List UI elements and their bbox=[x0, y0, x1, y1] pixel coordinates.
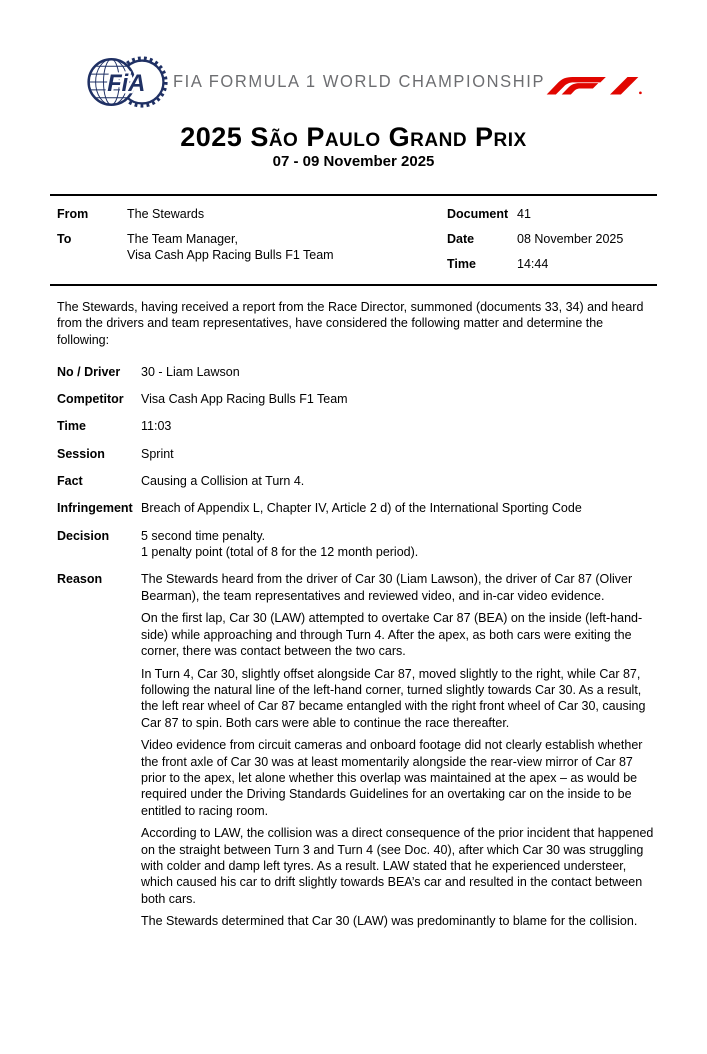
to-value bbox=[127, 231, 447, 263]
stewards-decision-document bbox=[0, 54, 707, 930]
reason-paragraph-1: The Stewards heard from the driver of Car 30 (Liam Lawson), the driver of Car 87 (Oliver Bearman), the team representatives and reviewed video, and in-car video evidence. bbox=[141, 572, 633, 603]
infringement-value: Breach of Appendix L, Chapter IV, Article 2 d) of the International Sporting Code bbox=[141, 501, 582, 516]
intro-paragraph: The Stewards, having received a report from the Race Director, summoned (documents 33, 34) and heard from the drivers and team representatives, have considered the following matter and determine the following: bbox=[57, 300, 644, 347]
meta-row-time bbox=[447, 256, 650, 272]
from-label: From bbox=[57, 207, 89, 221]
no-driver-label: No / Driver bbox=[57, 364, 121, 379]
detail-row-session bbox=[57, 446, 657, 462]
event-dates: 07 - 09 November 2025 bbox=[272, 153, 435, 170]
date-value: 08 November 2025 bbox=[517, 232, 624, 246]
date-label: Date bbox=[447, 232, 475, 246]
reason-paragraph-6: The Stewards determined that Car 30 (LAW) was predominantly to blame for the collision. bbox=[141, 914, 638, 929]
time-label: Time bbox=[447, 257, 476, 271]
detail-row-infringement bbox=[57, 500, 657, 516]
to-value-line2: Visa Cash App Racing Bulls F1 Team bbox=[127, 248, 334, 262]
registered-mark-icon bbox=[639, 92, 642, 95]
decision-line-1: 5 second time penalty. bbox=[141, 528, 266, 543]
to-value-line1: The Team Manager, bbox=[127, 232, 238, 246]
detail-row-no-driver bbox=[57, 364, 657, 380]
fact-label: Fact bbox=[57, 474, 83, 489]
meta-from-to bbox=[57, 206, 447, 272]
meta-row-document bbox=[447, 206, 650, 222]
fact-value: Causing a Collision at Turn 4. bbox=[141, 474, 305, 489]
meta-document-info bbox=[447, 206, 650, 272]
meta-row-from bbox=[57, 206, 447, 222]
decision-line-2: 1 penalty point (total of 8 for the 12 month period). bbox=[141, 544, 419, 559]
document-label: Document bbox=[447, 207, 509, 221]
from-value: The Stewards bbox=[127, 207, 205, 221]
detail-row-time bbox=[57, 418, 657, 434]
reason-paragraph-4: Video evidence from circuit cameras and onboard footage did not clearly establish whether the front axle of Car 30 was at least momentarily alongside the rear-view mirror of Car 87 prior to the apex, let alone whether this overlap was maintained at the apex – as would be required under the Driving Standards Guidelines for an overtaking car on the inside to be entitled to racing room. bbox=[141, 738, 643, 818]
to-label: To bbox=[57, 232, 72, 246]
detail-row-decision bbox=[57, 528, 657, 561]
meta-row-date bbox=[447, 231, 650, 247]
reason-paragraph-5: According to LAW, the collision was a direct consequence of the prior incident that happened on the straight between Turn 3 and Turn 4 (see Doc. 40), after which Car 30 was struggling with colder and damp left tyres. As a result. LAW stated that he experienced understeer, which caused his car to drift slightly towards BEA’s car and resulted in the contact between both cars. bbox=[141, 826, 654, 906]
detail-row-fact bbox=[57, 473, 657, 489]
reason-paragraph-2: On the first lap, Car 30 (LAW) attempted to overtake Car 87 (BEA) on the inside (left-hand-side) while approaching and through Turn 4. After the apex, as both cars were exiting the corner, there was contact between the two cars. bbox=[141, 611, 643, 658]
competitor-label: Competitor bbox=[57, 392, 124, 407]
championship-title: FIA FORMULA 1 WORLD CHAMPIONSHIP bbox=[173, 72, 546, 91]
no-driver-value: 30 - Liam Lawson bbox=[141, 364, 240, 379]
reason-value bbox=[141, 571, 657, 929]
reason-paragraph-3: In Turn 4, Car 30, slightly offset alongside Car 87, moved slightly to the right, while Car 87, following the natural line of the left-hand corner, turned slightly towards Car 30. As a result, the left rear wheel of Car 87 became entangled with the right front wheel of Car 30, causing Car 87 to spin. Both cars were able to continue the race thereafter. bbox=[141, 666, 646, 730]
session-time-value: 11:03 bbox=[141, 419, 172, 434]
header bbox=[50, 54, 657, 110]
decision-details bbox=[57, 364, 657, 930]
competitor-value: Visa Cash App Racing Bulls F1 Team bbox=[141, 392, 348, 407]
document-value: 41 bbox=[517, 207, 531, 221]
time-value: 14:44 bbox=[517, 257, 549, 271]
session-time-label: Time bbox=[57, 419, 86, 434]
event-title: 2025 São Paulo Grand Prix bbox=[180, 122, 527, 152]
session-label: Session bbox=[57, 446, 105, 461]
decision-value bbox=[141, 528, 657, 561]
decision-label: Decision bbox=[57, 528, 110, 543]
session-value: Sprint bbox=[141, 446, 174, 461]
infringement-label: Infringement bbox=[57, 501, 133, 516]
meta-row-to bbox=[57, 231, 447, 263]
fia-logo-text: FiA bbox=[107, 70, 146, 97]
f1-logo-icon bbox=[545, 65, 645, 99]
meta-table bbox=[50, 194, 657, 286]
reason-label: Reason bbox=[57, 572, 103, 587]
fia-logo-icon bbox=[83, 54, 173, 110]
detail-row-competitor bbox=[57, 391, 657, 407]
detail-row-reason bbox=[57, 571, 657, 929]
